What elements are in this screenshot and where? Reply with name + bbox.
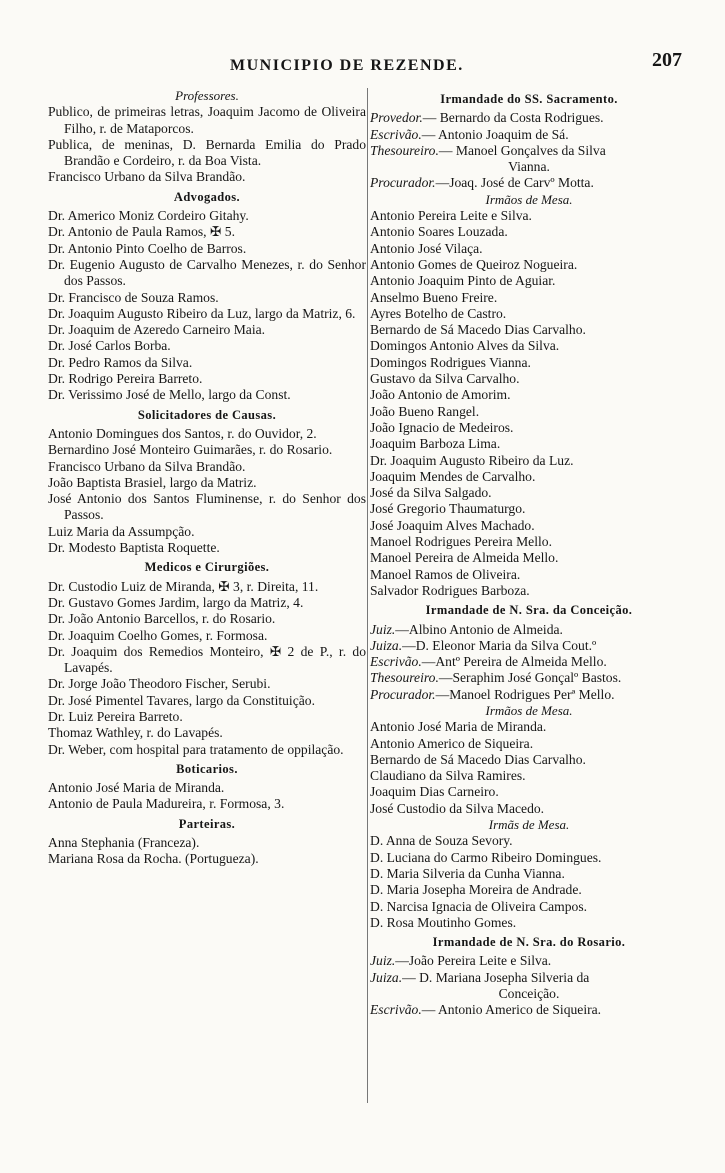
list-item: José Joaquim Alves Machado. [370,517,535,533]
list-item: João Ignacio de Medeiros. [370,419,514,435]
section-heading-rosario: Irmandade de N. Sra. do Rosario. [432,935,626,950]
section-heading-medicos: Medicos e Cirurgiões. [144,560,270,575]
list-item: Thomaz Wathley, r. do Lavapés. [48,725,223,741]
page-title: MUNICIPIO DE REZENDE. [230,57,464,74]
list-item: Dr. Verissimo José de Mello, largo da Const. [48,387,291,403]
conceicao-irmas-list [370,833,688,931]
list-item: D. Anna de Souza Sevory. [370,833,513,849]
list-item: Antonio Joaquim Pinto de Aguiar. [370,273,556,289]
officer-line [370,143,688,159]
section-heading-sacramento: Irmandade do SS. Sacramento. [440,92,618,106]
officer-name: —D. Eleonor Maria da Silva Cout.º [402,637,597,653]
officer-role: Thesoureiro. [370,142,439,158]
list-item: Dr. Francisco de Souza Ramos. [48,289,219,305]
column-divider [367,88,368,1103]
list-item: Dr. Weber, com hospital para tratamento de oppilação. [48,741,344,757]
list-item: D. Maria Josepha Moreira de Andrade. [370,882,582,898]
subheading-irmaos-de-mesa: Irmãos de Mesa. [485,191,573,207]
list-item: José da Silva Salgado. [370,485,492,501]
list-item: Publico, de primeiras letras, Joaquim Jacomo de Oliveira Filho, r. de Mataporcos. [48,104,366,136]
list-item: Joaquim Dias Carneiro. [370,784,499,800]
list-item: Ayres Botelho de Castro. [370,305,507,321]
list-item: Dr. Joaquim Coelho Gomes, r. Formosa. [48,627,268,643]
officer-line [370,175,688,191]
right-column [370,88,688,1019]
list-item: Joaquim Mendes de Carvalho. [370,468,536,484]
list-item: Salvador Rodrigues Barboza. [370,582,530,598]
list-item: Antonio José Vilaça. [370,240,483,256]
section-heading-professores: Professores. [175,88,239,103]
officer-name: —Seraphim José Gonçalº Bastos. [438,670,622,686]
sacramento-officers [370,110,688,191]
page-number: 207 [652,49,682,71]
officer-line [370,622,688,638]
officer-role: Escrivão. [370,654,422,670]
list-item: Gustavo da Silva Carvalho. [370,371,520,387]
list-item: José Antonio dos Santos Fluminense, r. do Senhor dos Passos. [48,491,366,523]
list-item: João Antonio de Amorim. [370,387,511,403]
officer-name: — Antonio Joaquim de Sá. [421,126,569,142]
list-item: D. Rosa Moutinho Gomes. [370,914,517,930]
list-item: Antonio Gomes de Queiroz Nogueira. [370,256,578,272]
list-item: Luiz Maria da Assumpção. [48,523,195,539]
list-item: Mariana Rosa da Rocha. (Portugueza). [48,851,259,867]
officer-name: — D. Mariana Josepha Silveria da [402,969,590,985]
officer-name-continuation: Vianna. [508,159,550,175]
section-heading-boticarios: Boticarios. [176,761,238,776]
section-heading-parteiras: Parteiras. [178,816,236,831]
officer-line [370,638,688,654]
left-column [48,88,366,868]
list-item: João Baptista Brasiel, largo da Matriz. [48,474,257,490]
list-item: Antonio José Maria de Miranda. [48,780,225,796]
list-item: Dr. Jorge João Theodoro Fischer, Serubi. [48,676,271,692]
list-item: João Bueno Rangel. [370,403,480,419]
list-item: Dr. José Carlos Borba. [48,338,171,354]
list-item: Manoel Pereira de Almeida Mello. [370,550,559,566]
list-item: D. Maria Silveria da Cunha Vianna. [370,865,565,881]
list-item: José Custodio da Silva Macedo. [370,800,545,816]
boticarios-list [48,780,366,813]
officer-name: — Bernardo da Costa Rodrigues. [422,110,604,126]
list-item: Dr. Gustavo Gomes Jardim, largo da Matriz, 4. [48,594,304,610]
subheading-irmaos-de-mesa: Irmãos de Mesa. [485,702,573,718]
rosario-officers [370,953,688,1018]
list-item: Francisco Urbano da Silva Brandão. [48,169,246,185]
list-item: Antonio Americo de Siqueira. [370,735,534,751]
advogados-list [48,208,366,404]
medicos-list [48,579,366,758]
officer-name-continuation: Conceição. [498,986,560,1002]
list-item: Antonio José Maria de Miranda. [370,719,547,735]
officer-name: — Antonio Americo de Siqueira. [421,1002,602,1018]
parteiras-list [48,835,366,868]
officer-role: Escrivão. [370,126,422,142]
list-item: D. Narcisa Ignacia de Oliveira Campos. [370,898,588,914]
list-item: Domingos Rodrigues Vianna. [370,354,531,370]
list-item: Dr. Eugenio Augusto de Carvalho Menezes, r. do Senhor dos Passos. [48,256,366,289]
list-item: Dr. Modesto Baptista Roquette. [48,540,220,556]
officer-name: —Manoel Rodrigues Perª Mello. [435,686,615,702]
officer-role: Juiz. [370,953,396,969]
professores-list [48,104,366,185]
list-item: Antonio de Paula Madureira, r. Formosa, 3. [48,796,285,812]
list-item: Dr. José Pimentel Tavares, largo da Constituição. [48,692,315,708]
section-heading-solicitadores: Solicitadores de Causas. [137,407,277,422]
subheading-irmas-de-mesa: Irmãs de Mesa. [488,817,570,833]
officer-line [370,654,688,670]
officer-line [370,1002,688,1018]
list-item: Antonio Soares Louzada. [370,224,508,240]
list-item: Dr. Joaquim dos Remedios Monteiro, ✠ 2 de P., r. do Lavapés. [48,643,366,676]
officer-name: —Antº Pereira de Almeida Mello. [421,654,607,670]
list-item: Antonio Domingues dos Santos, r. do Ouvidor, 2. [48,425,317,441]
section-heading-conceicao: Irmandade de N. Sra. da Conceição. [425,603,633,618]
officer-line [370,953,688,969]
list-item: Bernardino José Monteiro Guimarães, r. do Rosario. [48,442,333,458]
officer-role: Thesoureiro. [370,670,439,686]
sacramento-mesa-list [370,208,688,599]
officer-line [370,970,688,986]
list-item: Dr. Pedro Ramos da Silva. [48,354,193,370]
officer-line [370,110,688,126]
list-item: Manoel Ramos de Oliveira. [370,566,521,582]
list-item: Francisco Urbano da Silva Brandão. [48,458,246,474]
list-item: Claudiano da Silva Ramires. [370,768,526,784]
list-item: Dr. Joaquim Augusto Ribeiro da Luz, largo da Matriz, 6. [48,305,356,321]
list-item: Dr. João Antonio Barcellos, r. do Rosario. [48,611,276,627]
officer-name: —Joaq. José de Carvº Motta. [435,175,594,191]
list-item: Manoel Rodrigues Pereira Mello. [370,534,552,550]
officer-name: —Albino Antonio de Almeida. [395,621,563,637]
conceicao-irmaos-list [370,719,688,817]
list-item: Dr. Antonio de Paula Ramos, ✠ 5. [48,224,235,240]
list-item: Dr. Americo Moniz Cordeiro Gitahy. [48,208,249,224]
list-item: Antonio Pereira Leite e Silva. [370,208,532,224]
list-item: Dr. Rodrigo Pereira Barreto. [48,371,203,387]
officer-role: Juiza. [370,637,403,653]
list-item: Dr. Luiz Pereira Barreto. [48,708,183,724]
list-item: Bernardo de Sá Macedo Dias Carvalho. [370,751,586,767]
officer-name: — Manoel Gonçalves da Silva [438,142,606,158]
officer-role: Procurador. [370,175,436,191]
officer-name: —João Pereira Leite e Silva. [395,953,552,969]
officer-line [370,670,688,686]
solicitadores-list [48,426,366,556]
officer-role: Provedor. [370,110,423,126]
list-item: Anna Stephania (Franceza). [48,835,200,851]
list-item: Dr. Custodio Luiz de Miranda, ✠ 3, r. Direita, 11. [48,578,319,594]
list-item: Dr. Joaquim Augusto Ribeiro da Luz. [370,452,574,468]
list-item: Dr. Antonio Pinto Coelho de Barros. [48,240,247,256]
officer-role: Procurador. [370,686,436,702]
list-item: Bernardo de Sá Macedo Dias Carvalho. [370,322,586,338]
list-item: Dr. Joaquim de Azeredo Carneiro Maia. [48,322,266,338]
list-item: D. Luciana do Carmo Ribeiro Domingues. [370,849,602,865]
page-header [40,49,688,80]
officer-role: Juiza. [370,969,403,985]
list-item: José Gregorio Thaumaturgo. [370,501,526,517]
officer-line [370,687,688,703]
officer-role: Juiz. [370,621,396,637]
list-item: Joaquim Barboza Lima. [370,436,501,452]
list-item: Anselmo Bueno Freire. [370,289,498,305]
section-heading-advogados: Advogados. [173,189,241,204]
officer-role: Escrivão. [370,1002,422,1018]
conceicao-officers [370,622,688,703]
officer-line [370,127,688,143]
list-item: Domingos Antonio Alves da Silva. [370,338,560,354]
list-item: Publica, de meninas, D. Bernarda Emilia do Prado Brandão e Cordeiro, r. da Boa Vista. [48,136,366,169]
